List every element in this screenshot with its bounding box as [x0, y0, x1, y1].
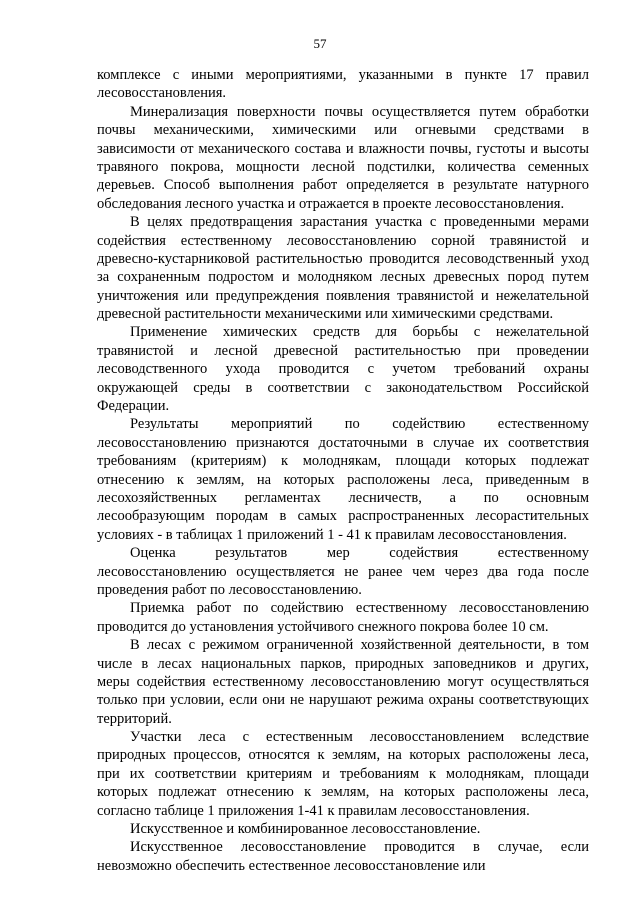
paragraph-line: зависимости от механического состава и влажности почвы, густоты и высоты: [97, 140, 589, 157]
paragraph-line: В лесах с режимом ограниченной хозяйственной деятельности, в том: [130, 637, 589, 654]
paragraph-line: лесовосстановлению осуществляется не ранее чем через два года после: [97, 563, 589, 580]
paragraph: [97, 838, 589, 875]
paragraph-line: окружающей среды в соответствии с законодательством Российской: [97, 379, 589, 396]
paragraph: [97, 728, 589, 820]
paragraph-line: древесной растительности механическими или химическими средствами.: [97, 306, 554, 323]
paragraph-line: Искусственное лесовосстановление проводится в случае, если: [130, 839, 589, 856]
paragraph-line: требованиям (критериям) к молоднякам, площади которых подлежат: [97, 453, 589, 470]
paragraph-line: за сохраненным подростом и молодняком лесных древесных пород путем: [97, 269, 589, 286]
paragraph-line: только при условии, если они не нарушают режима охраны соответствующих: [97, 692, 589, 709]
paragraph-line: травяного покрова, мощности лесной подстилки, количества семенных: [97, 158, 589, 175]
paragraph-line: числе в лесах национальных парков, природных заповедников и других,: [97, 655, 589, 672]
paragraph-line: уничтожения или предупреждения появления травянистой и нежелательной: [97, 287, 589, 304]
paragraph-line: травянистой и лесной древесной растительностью при проведении: [97, 342, 589, 359]
paragraph-line: которых подлежат отнесению к землям, на которых расположены леса,: [97, 784, 589, 801]
paragraph-line: лесообразующим породам в самых распространенных лесорастительных: [97, 508, 589, 525]
paragraph: [97, 636, 589, 728]
paragraph-line: природных процессов, относятся к землям, на которых расположены леса,: [97, 747, 589, 764]
paragraph-line: лесовосстановлению признаются достаточными в случае их соответствия: [97, 434, 589, 451]
paragraph: [97, 323, 589, 415]
paragraph-line: лесохозяйственных регламентах лесничеств, а по основным: [97, 489, 589, 506]
paragraph: [97, 66, 589, 103]
paragraph: [97, 415, 589, 544]
paragraph-line: обследования лесного участка и отражается в проекте лесовосстановления.: [97, 195, 565, 212]
paragraph: [97, 599, 589, 636]
paragraph-line: территорий.: [97, 710, 172, 727]
paragraph-line: отнесению к землям, на которых расположены леса, приведенным в: [97, 471, 589, 488]
page-number: 57: [313, 36, 327, 51]
paragraph: [97, 544, 589, 599]
paragraph: [97, 820, 589, 838]
paragraph-line: Участки леса с естественным лесовосстановлением вследствие: [130, 729, 589, 746]
paragraph-line: почвы механическими, химическими или огневыми средствами в: [97, 122, 589, 139]
paragraph-line: Оценка результатов мер содействия естественному: [130, 545, 589, 562]
paragraph-line: Искусственное и комбинированное лесовосстановление.: [130, 821, 481, 838]
paragraph-line: согласно таблице 1 приложения 1-41 к правилам лесовосстановления.: [97, 802, 530, 819]
paragraph-line: невозможно обеспечить естественное лесовосстановление или: [97, 857, 486, 874]
paragraph-line: комплексе с иными мероприятиями, указанными в пункте 17 правил: [97, 67, 589, 83]
paragraph: [97, 103, 589, 213]
paragraph-line: древесно-кустарниковой растительностью проводится лесоводственный уход: [97, 250, 589, 267]
paragraph-line: условиях - в таблицах 1 приложений 1 - 41 к правилам лесовосстановления.: [97, 526, 567, 543]
paragraph-line: меры содействия естественному лесовосстановлению могут осуществляться: [97, 673, 589, 690]
paragraph-line: Приемка работ по содействию естественному лесовосстановлению: [130, 600, 589, 617]
paragraph-line: при их соответствии критериям и требованиям к молоднякам, площади: [97, 765, 589, 782]
paragraph-line: лесоводственного ухода проводится с учетом требований охраны: [97, 361, 589, 378]
paragraph-line: лесовосстановления.: [97, 85, 227, 102]
paragraph-line: содействия естественному лесовосстановлению сорной травянистой и: [97, 232, 589, 249]
paragraph-line: Результаты мероприятий по содействию естественному: [130, 416, 589, 433]
paragraph-line: проводится до установления устойчивого снежного покрова более 10 см.: [97, 618, 549, 635]
paragraph-line: проведения работ по лесовосстановлению.: [97, 581, 362, 598]
paragraph-line: Федерации.: [97, 398, 170, 415]
paragraph-line: В целях предотвращения зарастания участка с проведенными мерами: [130, 214, 589, 231]
paragraph-line: Применение химических средств для борьбы с нежелательной: [130, 324, 589, 341]
paragraph: [97, 213, 589, 323]
paragraph-line: деревьев. Способ выполнения работ определяется в результате натурного: [97, 177, 589, 194]
paragraph-line: Минерализация поверхности почвы осуществляется путем обработки: [130, 103, 589, 120]
page-body: [97, 66, 589, 875]
